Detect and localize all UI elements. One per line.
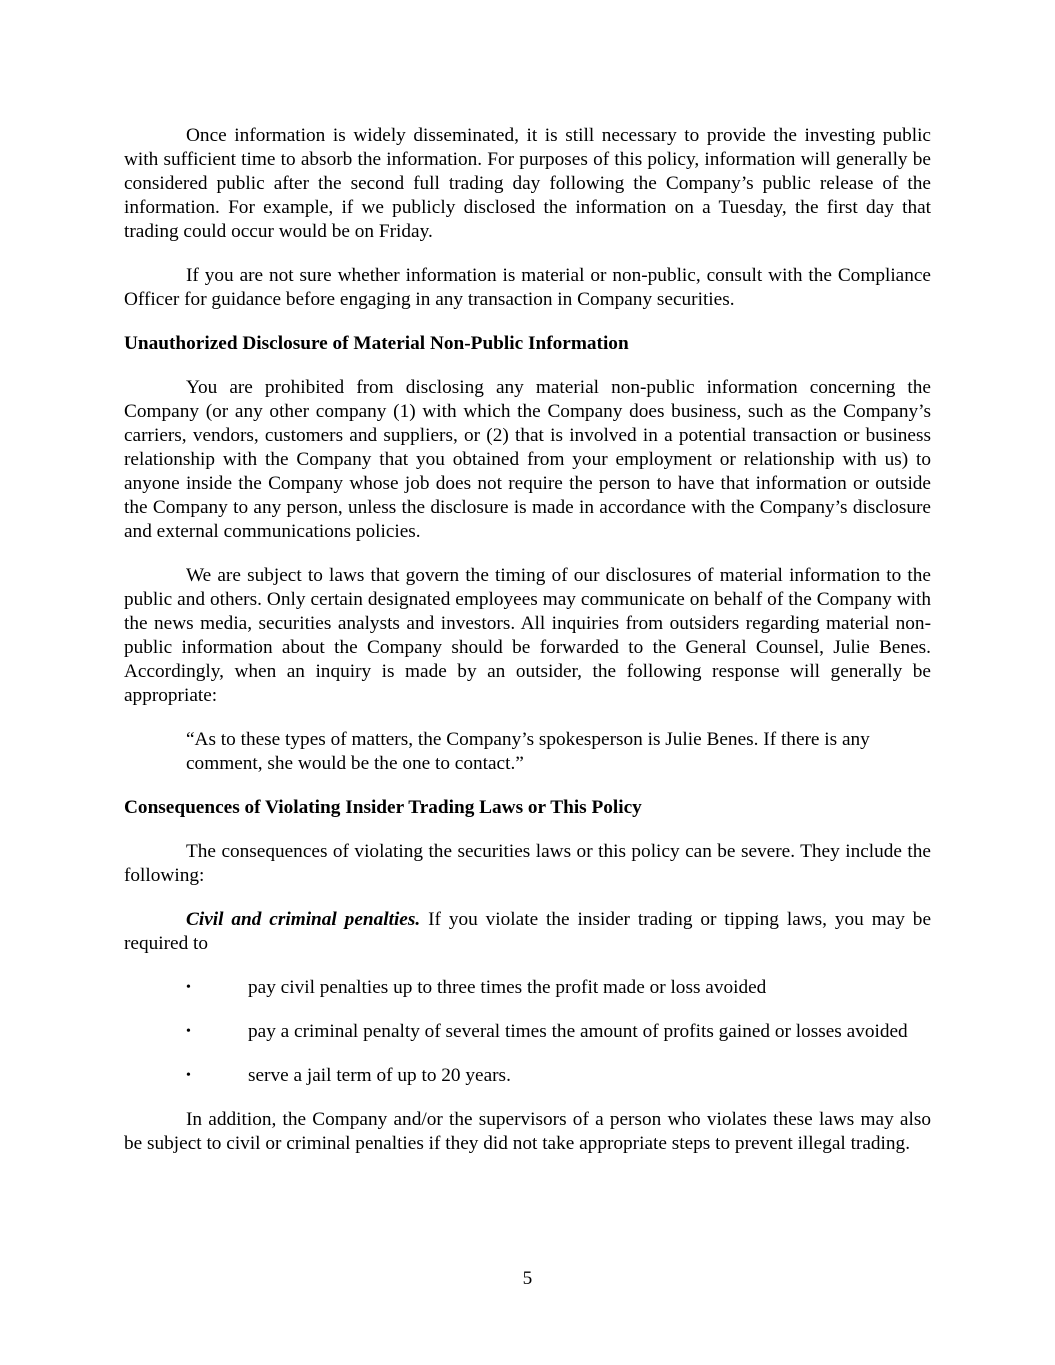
bullet-icon: • xyxy=(186,980,191,995)
bullet-icon: • xyxy=(186,1024,191,1039)
paragraph-prohibited-disclosure: You are prohibited from disclosing any material non-public information concerning the Company (or any other company (1) with which the Company does business, such as the Company’s carriers, vendors, customers and suppliers, or (2) that is involved in a potential transaction or business relationship with the Company that you obtained from your employment or relationship with us) to anyone inside the Company whose job does not require the person to have that information or outside the Company to any person, unless the disclosure is made in accordance with the Company’s disclosure and external communications policies. xyxy=(124,377,931,542)
civil-criminal-lead: Civil and criminal penalties. xyxy=(186,909,421,930)
list-item xyxy=(124,1064,931,1088)
list-item xyxy=(124,976,931,1000)
heading-unauthorized-disclosure: Unauthorized Disclosure of Material Non-Public Information xyxy=(124,333,629,354)
list-item xyxy=(124,1020,931,1044)
document-page xyxy=(124,124,931,1176)
civil-criminal-text: If you violate the insider trading or tipping laws, you may be required to xyxy=(124,909,932,954)
list-item-text: pay civil penalties up to three times the profit made or loss avoided xyxy=(248,977,767,998)
paragraph-civil-criminal xyxy=(124,908,931,956)
spokesperson-quote: “As to these types of matters, the Company’s spokesperson is Julie Benes. If there is any comment, she would be the one to contact.” xyxy=(186,729,870,774)
paragraph-disclosure-laws: We are subject to laws that govern the timing of our disclosures of material information to the public and others. Only certain designated employees may communicate on behalf of the Company with the news media, securities analysts and investors. All inquiries from outsiders regarding material non-public information about the Company should be forwarded to the General Counsel, Julie Benes. Accordingly, when an inquiry is made by an outsider, the following response will generally be appropriate: xyxy=(124,565,931,706)
bullet-icon: • xyxy=(186,1068,191,1083)
heading-consequences: Consequences of Violating Insider Trading Laws or This Policy xyxy=(124,797,642,818)
paragraph-consequences-intro: The consequences of violating the securities laws or this policy can be severe. They include the following: xyxy=(124,841,931,886)
paragraph-supervisor-penalties: In addition, the Company and/or the supervisors of a person who violates these laws may also be subject to civil or criminal penalties if they did not take appropriate steps to prevent illegal trading. xyxy=(124,1109,931,1154)
paragraph-consult-compliance: If you are not sure whether information is material or non-public, consult with the Compliance Officer for guidance before engaging in any transaction in Company securities. xyxy=(124,265,931,310)
list-item-text: pay a criminal penalty of several times the amount of profits gained or losses avoided xyxy=(248,1021,908,1042)
penalties-list xyxy=(124,976,931,1088)
list-item-text: serve a jail term of up to 20 years. xyxy=(248,1065,511,1086)
paragraph-public-information: Once information is widely disseminated, it is still necessary to provide the investing public with sufficient time to absorb the information. For purposes of this policy, information will generally be considered public after the second full trading day following the Company’s public release of the information. For example, if we publicly disclosed the information on a Tuesday, the first day that trading could occur would be on Friday. xyxy=(124,125,931,242)
page-number: 5 xyxy=(522,1268,533,1289)
